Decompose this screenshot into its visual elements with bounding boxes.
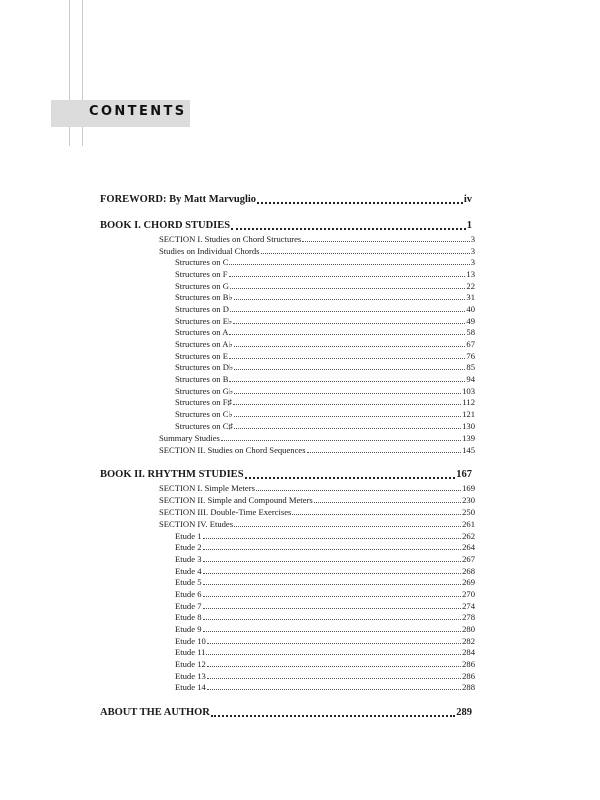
toc-entry-book1-section1[interactable]: [159, 233, 475, 245]
toc-entry-page: 13: [466, 269, 475, 279]
toc-entry-page: 274: [462, 601, 475, 611]
toc-entry-page: 3: [470, 246, 475, 256]
toc-entry-title: Etude 5: [175, 577, 202, 587]
toc-entry-title: Etude 14: [175, 682, 206, 692]
toc-entry-title: Structures on D: [175, 304, 229, 314]
toc-entry-page: 286: [462, 671, 475, 681]
toc-entry-title: FOREWORD: By Matt Marvuglio: [100, 194, 257, 205]
toc-entry-about-author[interactable]: [100, 707, 472, 719]
toc-entry-page: 267: [462, 554, 475, 564]
dot-leader: [207, 635, 461, 644]
toc-entry-title: Etude 11: [175, 647, 206, 657]
dot-leader: [245, 469, 456, 479]
toc-entry-page: 250: [462, 507, 475, 517]
toc-entry-etude[interactable]: [175, 588, 475, 600]
dot-leader: [229, 256, 469, 265]
toc-entry-title: SECTION II. Studies on Chord Sequences: [159, 445, 306, 455]
toc-entry-page: 270: [462, 589, 475, 599]
dot-leader: [230, 280, 465, 289]
toc-entry-title: Etude 1: [175, 531, 202, 541]
toc-entry-page: 261: [462, 519, 475, 529]
dot-leader: [233, 396, 462, 405]
toc-entry-page: 31: [466, 292, 475, 302]
dot-leader: [314, 494, 461, 503]
toc-entry-title: BOOK II. RHYTHM STUDIES: [100, 469, 244, 480]
dot-leader: [234, 518, 461, 527]
toc-entry-etude[interactable]: [175, 553, 475, 565]
dot-leader: [206, 646, 461, 655]
toc-entry-page: 264: [462, 542, 475, 552]
toc-entry-page: 167: [456, 469, 472, 480]
toc-entry-title: Etude 8: [175, 612, 202, 622]
toc-entry-title: Etude 10: [175, 636, 206, 646]
toc-entry-structure[interactable]: [175, 420, 475, 432]
toc-entry-title: Studies on Individual Chords: [159, 246, 260, 256]
toc-entry-page: 288: [462, 682, 475, 692]
toc-entry-page: 268: [462, 566, 475, 576]
toc-entry-page: 139: [462, 433, 475, 443]
dot-leader: [302, 233, 469, 242]
toc-entry-etude[interactable]: [175, 658, 475, 670]
toc-entry-foreword[interactable]: [100, 194, 472, 206]
dot-leader: [234, 420, 461, 429]
toc-entry-book1[interactable]: [100, 220, 472, 232]
toc-entry-page: 22: [466, 281, 475, 291]
toc-entry-book2[interactable]: [100, 469, 472, 481]
toc-entry-title: SECTION I. Simple Meters: [159, 483, 255, 493]
toc-entry-title: Structures on E: [175, 351, 228, 361]
dot-leader: [203, 565, 462, 574]
dot-leader: [207, 681, 461, 690]
toc-entry-page: 121: [462, 409, 475, 419]
dot-leader: [203, 588, 462, 597]
toc-entry-title: Structures on B♭: [175, 292, 233, 302]
toc-entry-title: Etude 6: [175, 589, 202, 599]
toc-entry-page: 284: [462, 647, 475, 657]
toc-entry-page: 145: [462, 445, 475, 455]
toc-entry-page: 3: [470, 257, 475, 267]
toc-entry-title: Summary Studies: [159, 433, 220, 443]
dot-leader: [230, 303, 465, 312]
toc-entry-title: SECTION II. Simple and Compound Meters: [159, 495, 313, 505]
toc-entry-title: Etude 13: [175, 671, 206, 681]
dot-leader: [256, 482, 461, 491]
dot-leader: [307, 444, 462, 453]
toc-entry-page: 3: [470, 234, 475, 244]
toc-entry-title: Structures on F: [175, 269, 228, 279]
toc-entry-page: 269: [462, 577, 475, 587]
dot-leader: [203, 541, 462, 550]
dot-leader: [233, 315, 465, 324]
toc-entry-title: SECTION I. Studies on Chord Structures: [159, 234, 302, 244]
toc-entry-etude[interactable]: [175, 611, 475, 623]
dot-leader: [203, 553, 462, 562]
toc-entry-structure[interactable]: [175, 326, 475, 338]
toc-entry-title: Etude 12: [175, 659, 206, 669]
toc-entry-structure[interactable]: [175, 373, 475, 385]
toc-entry-title: Structures on C♭: [175, 409, 233, 419]
dot-leader: [203, 600, 462, 609]
toc-entry-page: 262: [462, 531, 475, 541]
toc-entry-structure[interactable]: [175, 361, 475, 373]
toc-entry-title: ABOUT THE AUTHOR: [100, 707, 210, 718]
toc-entry-page: 103: [462, 386, 475, 396]
toc-entry-title: Etude 4: [175, 566, 202, 576]
dot-leader: [231, 220, 466, 230]
toc-entry-structure[interactable]: [175, 291, 475, 303]
dot-leader: [207, 670, 461, 679]
toc-entry-page: iv: [463, 194, 472, 205]
dot-leader: [211, 707, 455, 717]
dot-leader: [203, 576, 462, 585]
dot-leader: [221, 432, 461, 441]
toc-entry-book2-section[interactable]: [159, 494, 475, 506]
toc-entry-title: Structures on C♯: [175, 421, 233, 431]
dot-leader: [229, 268, 466, 277]
dot-leader: [229, 373, 465, 382]
dot-leader: [292, 506, 461, 515]
toc-entry-page: 67: [466, 339, 475, 349]
toc-entry-structure[interactable]: [175, 396, 475, 408]
toc-entry-structure[interactable]: [175, 408, 475, 420]
toc-entry-title: SECTION IV. Etudes: [159, 519, 234, 529]
toc-entry-title: Etude 3: [175, 554, 202, 564]
toc-entry-title: BOOK I. CHORD STUDIES: [100, 220, 231, 231]
toc-entry-etude[interactable]: [175, 576, 475, 588]
toc-entry-etude[interactable]: [175, 646, 475, 658]
dot-leader: [207, 658, 461, 667]
toc-entry-etude[interactable]: [175, 681, 475, 693]
toc-entry-page: 85: [466, 362, 475, 372]
toc-entry-title: Structures on C: [175, 257, 229, 267]
toc-entry-book2-section[interactable]: [159, 518, 475, 530]
toc-entry-etude[interactable]: [175, 541, 475, 553]
toc-entry-page: 40: [466, 304, 475, 314]
toc-entry-page: 49: [466, 316, 475, 326]
toc-entry-title: Etude 2: [175, 542, 202, 552]
toc-entry-title: Structures on B: [175, 374, 229, 384]
toc-entry-page: 169: [462, 483, 475, 493]
toc-entry-book1-section2[interactable]: [159, 444, 475, 456]
toc-entry-title: Structures on A♭: [175, 339, 233, 349]
toc-entry-title: Etude 9: [175, 624, 202, 634]
toc-entry-page: 282: [462, 636, 475, 646]
toc-entry-title: Structures on E♭: [175, 316, 233, 326]
toc-entry-page: 130: [462, 421, 475, 431]
toc-entry-etude[interactable]: [175, 623, 475, 635]
toc-entry-structure[interactable]: [175, 338, 475, 350]
toc-entry-title: Structures on D♭: [175, 362, 233, 372]
toc-entry-page: 278: [462, 612, 475, 622]
toc-entry-page: 1: [466, 220, 472, 231]
toc-entry-page: 76: [466, 351, 475, 361]
dot-leader: [203, 623, 462, 632]
toc-entry-structure[interactable]: [175, 268, 475, 280]
dot-leader: [229, 326, 465, 335]
toc-entry-page: 230: [462, 495, 475, 505]
toc-entry-page: 112: [462, 397, 475, 407]
dot-leader: [257, 194, 463, 204]
toc-entry-title: Structures on G: [175, 281, 229, 291]
toc-entry-page: 58: [466, 327, 475, 337]
dot-leader: [203, 611, 462, 620]
dot-leader: [261, 245, 470, 254]
toc-entry-summary-studies[interactable]: [159, 432, 475, 444]
toc-entry-structure[interactable]: [175, 256, 475, 268]
dot-leader: [234, 361, 465, 370]
toc-entry-page: 286: [462, 659, 475, 669]
dot-leader: [234, 385, 461, 394]
dot-leader: [234, 291, 466, 300]
toc-entry-book2-section[interactable]: [159, 482, 475, 494]
toc-entry-title: Structures on A: [175, 327, 229, 337]
toc-entry-title: SECTION III. Double-Time Exercises: [159, 507, 292, 517]
toc-entry-structure[interactable]: [175, 303, 475, 315]
page-title: CONTENTS: [89, 104, 187, 119]
toc-entry-page: 289: [456, 707, 472, 718]
toc-entry-title: Structures on G♭: [175, 386, 233, 396]
toc-entry-title: Structures on F♯: [175, 397, 232, 407]
toc-entry-page: 94: [466, 374, 475, 384]
dot-leader: [234, 338, 466, 347]
toc-entry-book2-section[interactable]: [159, 506, 475, 518]
toc-entry-title: Etude 7: [175, 601, 202, 611]
dot-leader: [234, 408, 462, 417]
dot-leader: [229, 350, 465, 359]
toc-entry-page: 280: [462, 624, 475, 634]
dot-leader: [203, 530, 462, 539]
